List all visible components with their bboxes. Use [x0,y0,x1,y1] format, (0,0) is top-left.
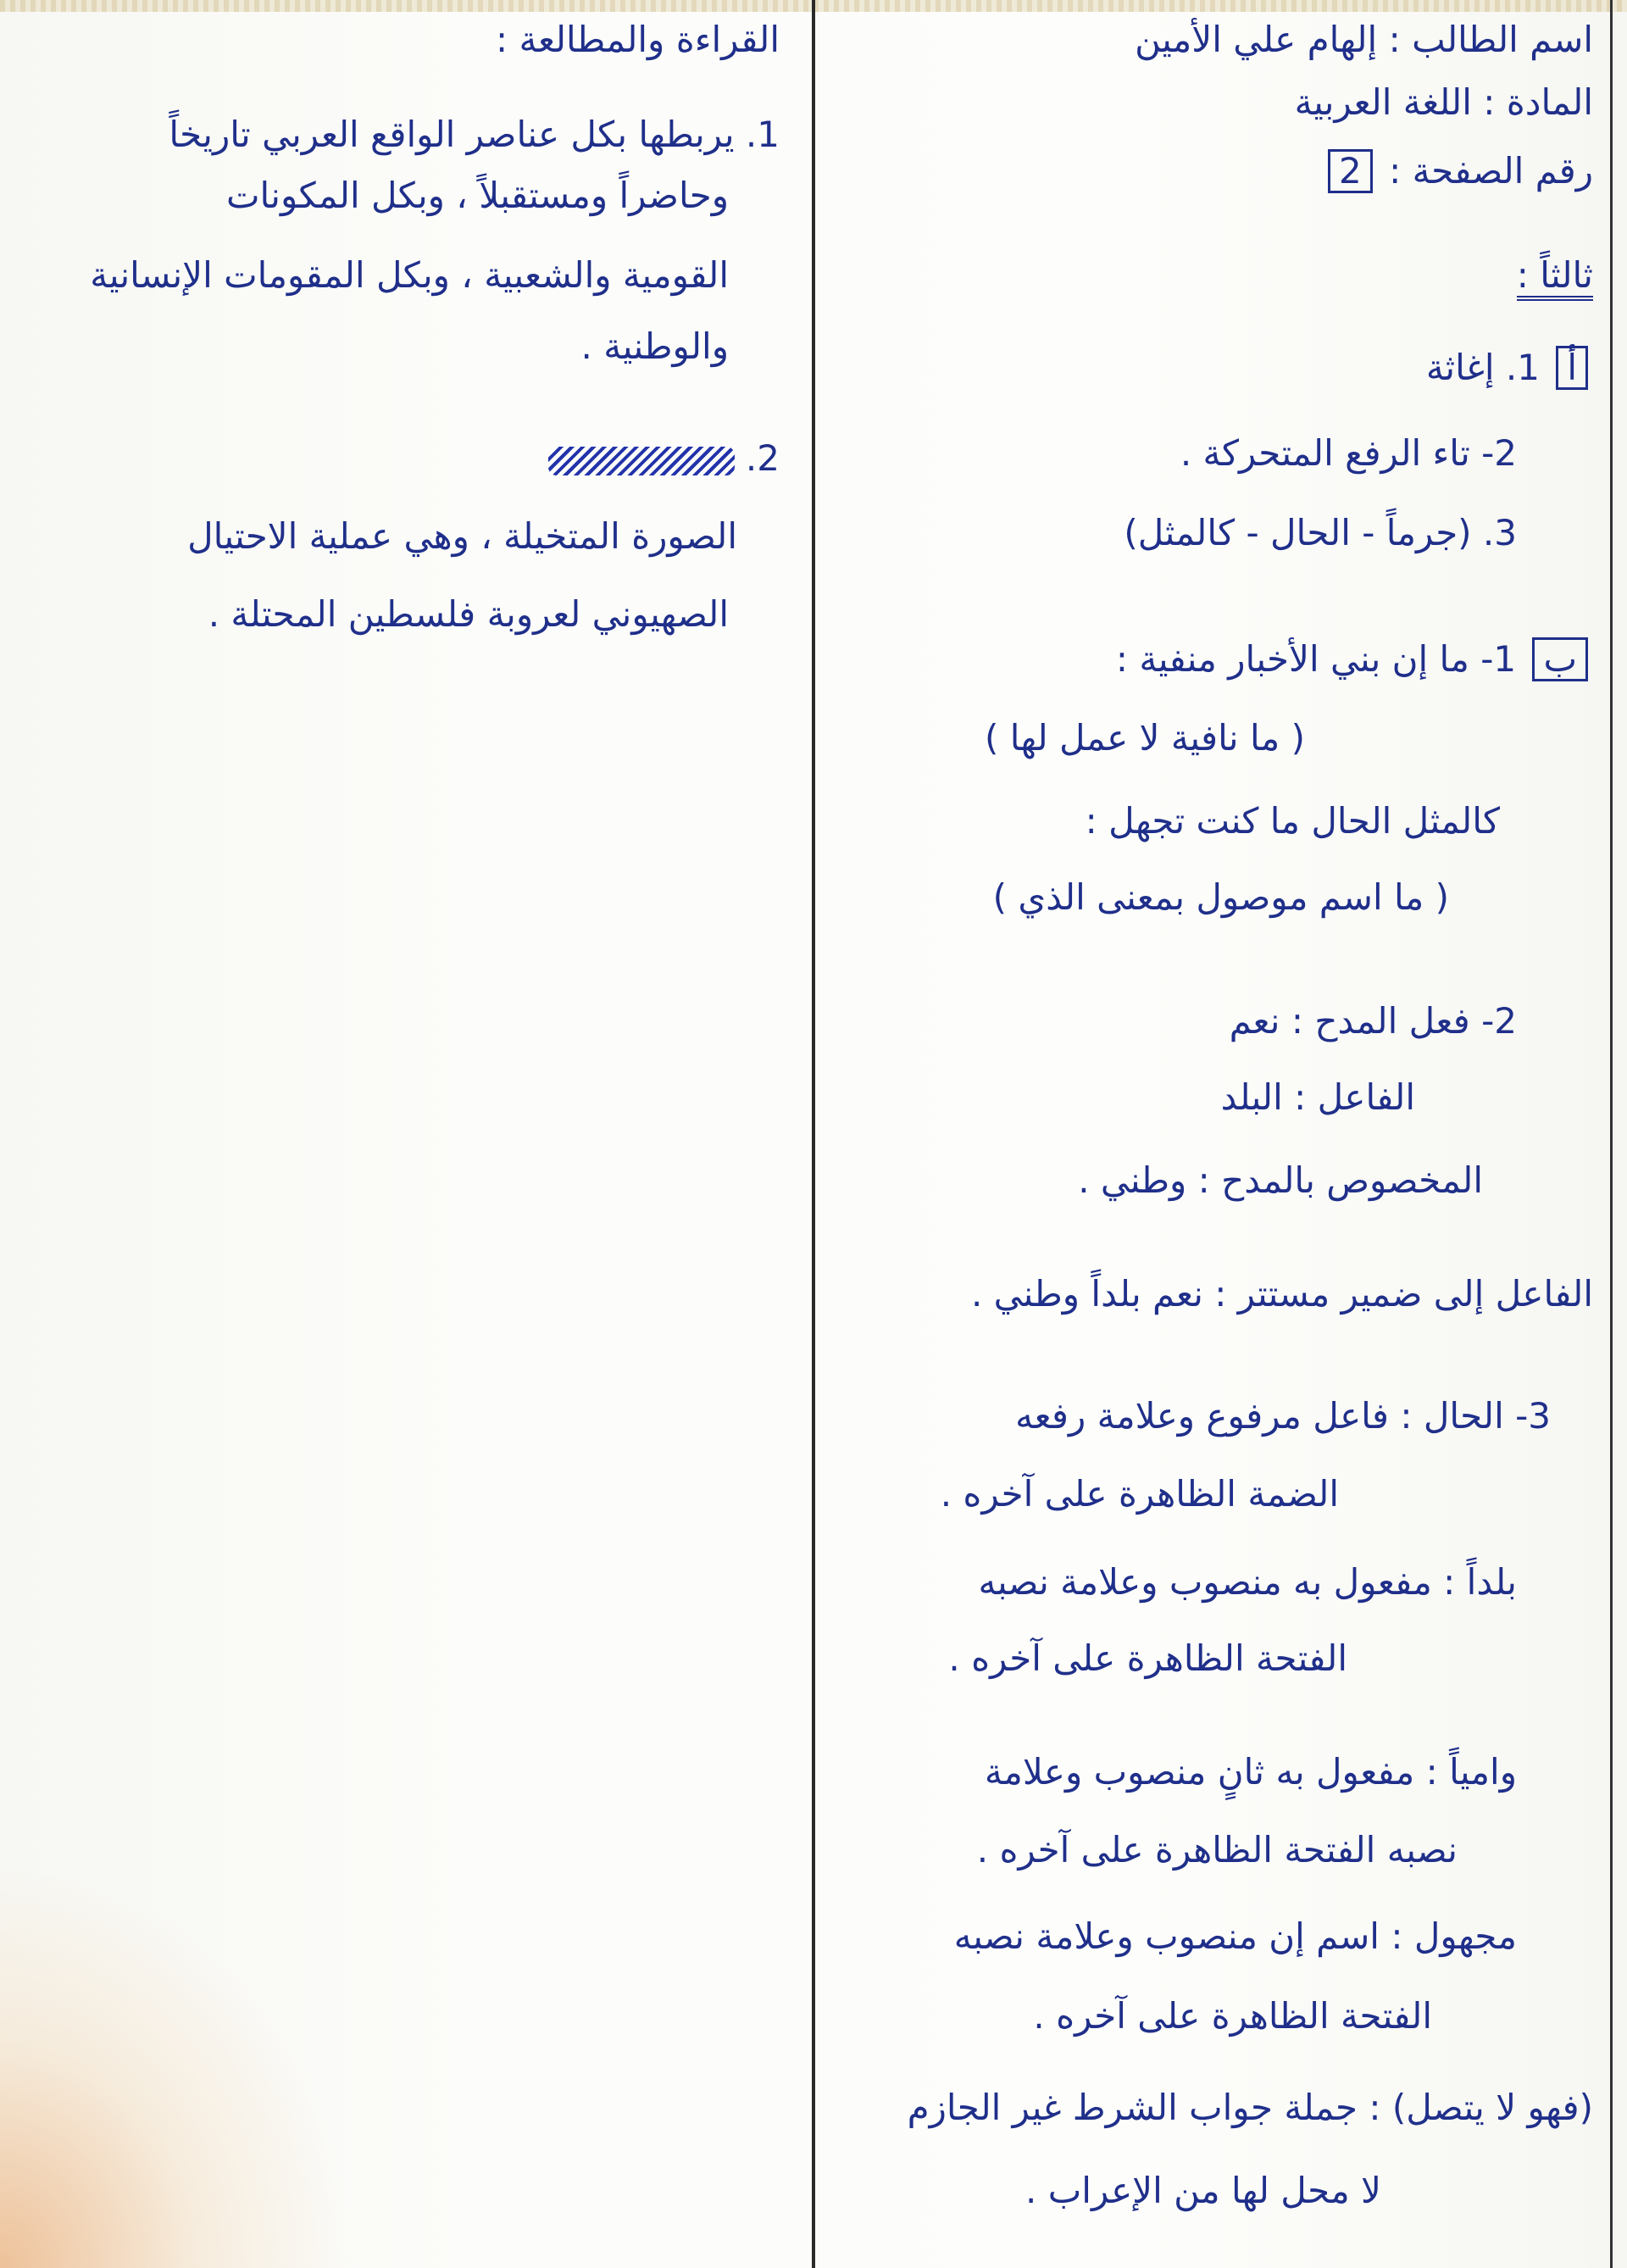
reading-answer-line-2: وحاضراً ومستقبلاً ، وبكل المكونات [225,175,729,216]
subject-line: المادة : اللغة العربية [1294,81,1593,123]
part-b-line-12: الفتحة الظاهرة على آخره . [948,1637,1347,1679]
part-b-line-3: كالمثل الحال ما كنت تجهل : [1085,800,1500,842]
page-number-label: رقم الصفحة : [1389,150,1593,192]
part-b-line-5: 2- فعل المدح : نعم [1229,1000,1517,1042]
section-title-thalithan: ثالثاً : [1517,254,1593,301]
part-b-line-13: وامياً : مفعول به ثانٍ منصوب وعلامة [984,1751,1517,1793]
part-a-item-2: 2- تاء الرفع المتحركة . [1180,432,1517,474]
part-a-label-box: أ [1556,346,1588,390]
column-divider [812,0,815,2268]
page-border [1610,0,1613,2268]
reading-answer-line-4: والوطنية . [580,325,729,367]
part-b-line-8: الفاعل إلى ضمير مستتر : نعم بلداً وطني . [970,1273,1593,1315]
part-b-line-18: لا محل لها من الإعراب . [1025,2170,1381,2211]
part-b-line-15: مجهول : اسم إن منصوب وعلامة نصبه [953,1915,1517,1957]
part-b-line-14: نصبه الفتحة الظاهرة على آخره . [976,1829,1458,1871]
part-b-line-7: المخصوص بالمدح : وطني . [1078,1159,1483,1201]
part-b-label-box: ب [1532,637,1588,681]
reading-answer-line-6: الصورة المتخيلة ، وهي عملية الاحتيال [187,515,737,557]
part-b-line-17: (فهو لا يتصل) : جملة جواب الشرط غير الجازم [907,2087,1593,2128]
student-name: اسم الطالب : إلهام علي الأمين [1135,19,1593,60]
reading-answer-line-7: الصهيوني لعروبة فلسطين المحتلة . [208,593,729,635]
part-b-line-4: ( ما اسم موصول بمعنى الذي ) [992,876,1449,918]
part-a-item-3: 3. (جرماً - الحال - كالمثل) [1124,512,1517,553]
part-b-line-6: الفاعل : البلد [1220,1076,1415,1118]
reading-answer-2-row: 2. [540,437,780,479]
part-b-line-2: ( ما نافية لا عمل لها ) [985,717,1305,759]
part-a-item-1: أ 1. إغاثة [1426,346,1593,390]
reading-answer-line-1: 1. يربطها بكل عناصر الواقع العربي تاريخاً [169,114,780,155]
reading-section-title: القراءة والمطالعة : [495,19,780,60]
page-number-box: 2 [1328,149,1373,193]
part-b-line-1: ب 1- ما إن بني الأخبار منفية : [1116,637,1593,681]
crossed-out-scribble [548,447,735,475]
reading-answer-line-3: القومية والشعبية ، وبكل المقومات الإنسانية [90,254,729,296]
part-b-line-9: 3- الحال : فاعل مرفوع وعلامة رفعه [1015,1395,1551,1437]
part-b-line-11: بلداً : مفعول به منصوب وعلامة نصبه [978,1561,1517,1603]
part-b-line-16: الفتحة الظاهرة على آخره . [1033,1995,1432,2037]
page-number-row [1323,149,1593,193]
paper-stain [0,1865,356,2268]
part-b-line-10: الضمة الظاهرة على آخره . [940,1473,1339,1515]
